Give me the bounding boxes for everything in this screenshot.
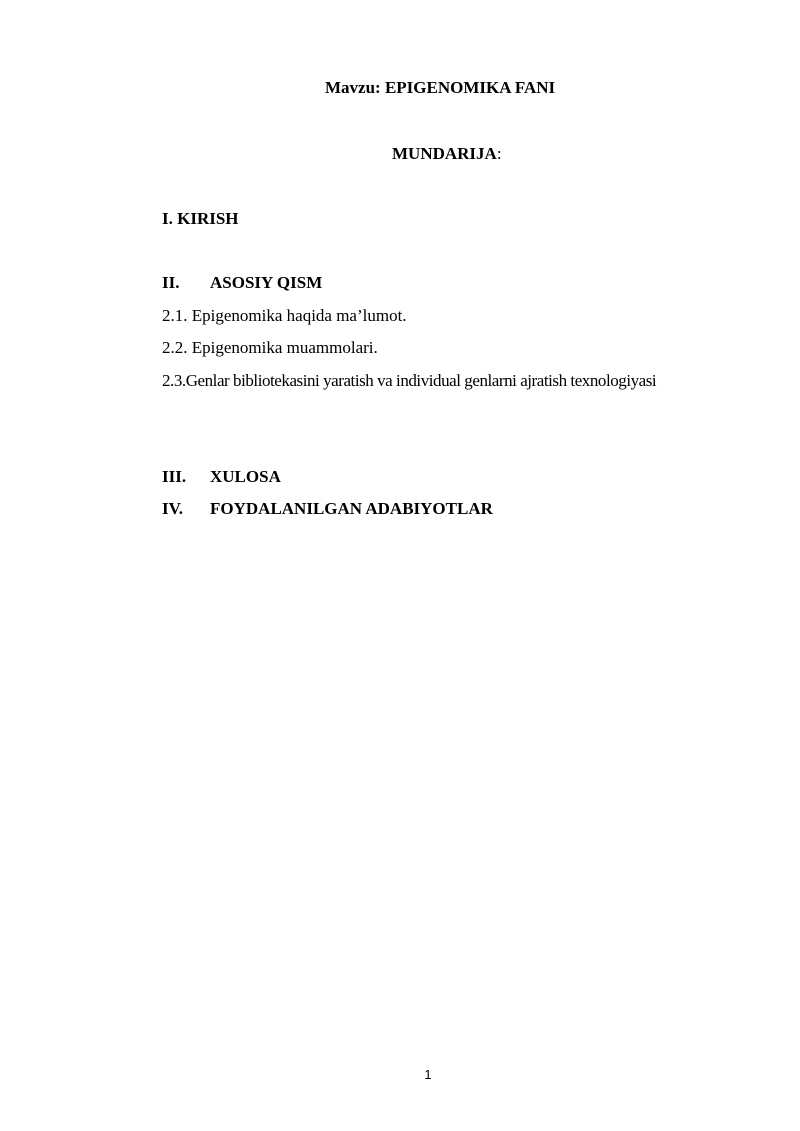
toc-subsection-2-2: 2.2. Epigenomika muammolari. bbox=[162, 338, 378, 357]
toc-heading-colon: : bbox=[496, 144, 502, 163]
toc-section-adabiyotlar bbox=[162, 499, 493, 519]
toc-section-asosiy-qism bbox=[162, 273, 322, 293]
toc-subsection-2-1: 2.1. Epigenomika haqida ma’lumot. bbox=[162, 306, 407, 325]
toc-section-kirish bbox=[162, 209, 239, 229]
toc-heading bbox=[392, 144, 502, 164]
section-number: III. bbox=[162, 467, 187, 486]
section-number: II. bbox=[162, 273, 180, 292]
toc-section-xulosa bbox=[162, 467, 281, 487]
section-number: IV. bbox=[162, 499, 183, 518]
page-number: 1 bbox=[424, 1067, 432, 1082]
section-number: I. bbox=[162, 209, 173, 228]
section-title: ASOSIY QISM bbox=[210, 273, 323, 292]
toc-subsection-2-3: 2.3.Genlar bibliotekasini yaratish va individual genlarni ajratish texnologiyasi bbox=[162, 371, 657, 390]
section-title: FOYDALANILGAN ADABIYOTLAR bbox=[210, 499, 493, 518]
document-topic: Mavzu: EPIGENOMIKA FANI bbox=[325, 78, 556, 97]
toc-heading-text: MUNDARIJA bbox=[392, 144, 497, 163]
section-title: XULOSA bbox=[210, 467, 281, 486]
section-title: KIRISH bbox=[177, 209, 239, 228]
